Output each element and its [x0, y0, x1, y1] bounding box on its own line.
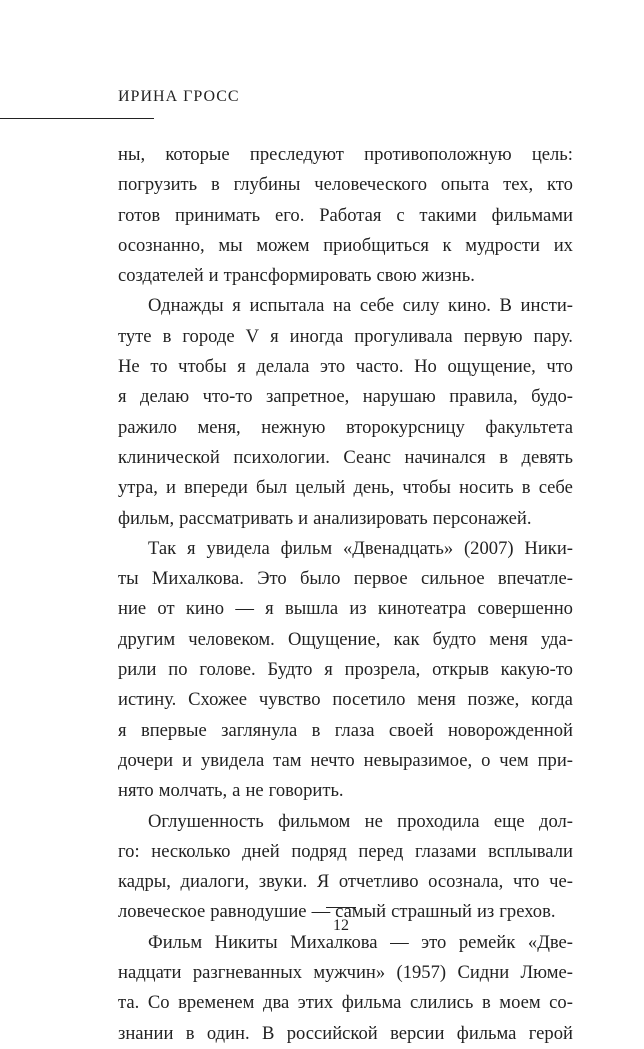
- text-line: осознанно, мы можем приобщиться к мудрости их: [118, 234, 573, 256]
- text-line: ние от кино — я вышла из кинотеатра совершенно: [118, 598, 573, 620]
- text-line: Однажды я испытала на себе силу кино. В инсти-: [148, 295, 573, 317]
- running-head-rule: [0, 118, 154, 119]
- text-line: Так я увидела фильм «Двенадцать» (2007) Ники-: [148, 537, 573, 559]
- text-line: готов принимать его. Работая с такими фильмами: [118, 204, 573, 226]
- text-line: Оглушенность фильмом не проходила еще дол-: [148, 810, 573, 832]
- text-line: го: несколько дней подряд перед глазами всплывали: [118, 840, 573, 862]
- body-text: [118, 140, 573, 1049]
- text-line: нято молчать, а не говорить.: [118, 780, 344, 802]
- folio-rule: [326, 907, 356, 908]
- text-line: Фильм Никиты Михалкова — это ремейк «Две-: [148, 931, 573, 953]
- text-line: клинической психологии. Сеанс начинался в девять: [118, 446, 573, 468]
- text-line: туте в городе V я иногда прогуливала первую пару.: [118, 325, 573, 347]
- paragraph: [118, 291, 573, 533]
- text-line: та. Со временем два этих фильма слились в моем со-: [118, 992, 573, 1014]
- paragraph: [118, 928, 573, 1049]
- text-line: кадры, диалоги, звуки. Я отчетливо осознала, что че-: [118, 871, 573, 893]
- paragraph: [118, 807, 573, 928]
- text-line: ты Михалкова. Это было первое сильное впечатле-: [118, 568, 573, 590]
- text-line: я делаю что-то запретное, нарушаю правила, будо-: [118, 386, 573, 408]
- text-line: рили по голове. Будто я прозрела, открыв какую-то: [118, 659, 573, 681]
- text-line: ловеческое равнодушие — самый страшный из грехов.: [118, 901, 556, 923]
- paragraph: [118, 140, 573, 291]
- text-line: истину. Схожее чувство посетило меня позже, когда: [118, 689, 573, 711]
- text-line: погрузить в глубины человеческого опыта тех, кто: [118, 174, 573, 196]
- text-line: дочери и увидела там нечто невыразимое, о чем при-: [118, 749, 573, 771]
- running-head: ИРИНА ГРОСС: [118, 88, 240, 105]
- text-line: ны, которые преследуют противоположную цель:: [118, 144, 573, 165]
- text-line: ражило меня, нежную второкурсницу факультета: [118, 416, 573, 438]
- text-line: знании в один. В российской версии фильма герой: [118, 1022, 573, 1044]
- paragraph: [118, 534, 573, 807]
- text-line: надцати разгневанных мужчин» (1957) Сидни Люме-: [118, 962, 573, 984]
- text-line: я впервые заглянула в глаза своей новорожденной: [118, 719, 573, 741]
- text-line: другим человеком. Ощущение, как будто меня уда-: [118, 628, 573, 650]
- text-line: утра, и впереди был целый день, чтобы носить в себе: [118, 477, 573, 499]
- text-line: создателей и трансформировать свою жизнь.: [118, 265, 475, 287]
- text-line: фильм, рассматривать и анализировать персонажей.: [118, 507, 532, 529]
- page-number: 12: [333, 917, 349, 934]
- text-line: Не то чтобы я делала это часто. Но ощущение, что: [118, 356, 573, 378]
